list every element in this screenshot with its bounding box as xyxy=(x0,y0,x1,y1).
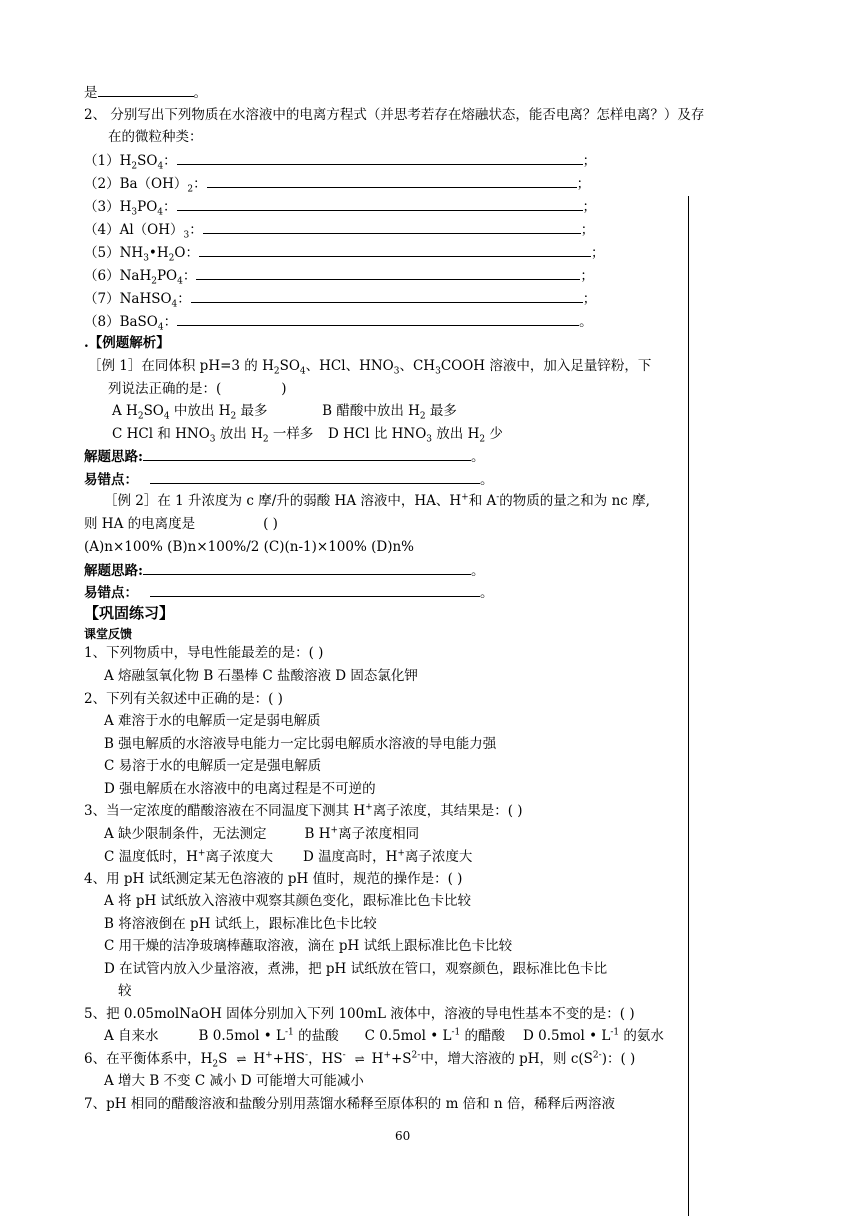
example1-options-ab: A $H_2SO_4$ 中放出 $H_2$ 最多 B 醋酸中放出 $H_2$ 最多 xyxy=(112,403,457,422)
practice-q4-option-d: D 在试管内放入少量溶液，煮沸，把 pH 试纸放在管口，观察颜色，跟标准比色卡比 xyxy=(104,961,608,977)
top-line: 是 。 xyxy=(84,82,207,103)
practice-q4-option-d-cont: 较 xyxy=(118,983,132,999)
example1-thinking: 解题思路: 。 xyxy=(84,446,484,467)
practice-q1-stem: 1、下列物质中，导电性能最差的是：( ) xyxy=(84,645,324,661)
practice-q4-option-a: A 将 pH 试纸放入溶液中观察其颜色变化，跟标准比色卡比较 xyxy=(104,893,472,909)
q2-item-5: $(5)NH_3•H_2O$： ； xyxy=(84,242,604,263)
practice-q2-stem: 2、下列有关叙述中正确的是：( ) xyxy=(84,691,283,707)
practice-heading: 【巩固练习】 xyxy=(84,604,175,622)
practice-q1-options: A 熔融氢氧化物 B 石墨棒 C 盐酸溶液 D 固态氯化钾 xyxy=(104,668,418,684)
practice-q6-options: A 增大 B 不变 C 减小 D 可能增大可能减小 xyxy=(104,1073,364,1089)
q2-item-4: $(4)Al(OH)_3$： ； xyxy=(84,219,594,240)
practice-q5-options: A 自来水 B 0.5mol • $L^{-1}$ 的盐酸 C 0.5mol • $L^{-1}$ 的醋酸 D 0.5mol • $L^{-1}$ 的氨水 xyxy=(104,1027,664,1044)
example2-line2: 则 HA 的电离度是 ( ) xyxy=(84,516,278,532)
q2-line1: 2、 分别写出下列物质在水溶液中的电离方程式（并思考若存在熔融状态，能否电离？怎样电离？）及存 xyxy=(84,107,705,123)
practice-q4-option-c: C 用干燥的洁净玻璃棒蘸取溶液，滴在 pH 试纸上跟标准比色卡比较 xyxy=(104,938,513,954)
practice-q3-stem: 3、当一定浓度的醋酸溶液在不同温度下测其 H+离子浓度，其结果是：( ) xyxy=(84,802,523,819)
q2-item-2: $(2)Ba(OH)_2$： ； xyxy=(84,173,590,194)
practice-q2-option-b: B 强电解质的水溶液导电能力一定比弱电解质水溶液的导电能力强 xyxy=(104,736,497,752)
example1-options-cd: C HCl 和 $HNO_3$ 放出 $H_2$ 一样多 D HCl 比 $HNO_3$ 放出 $H_2$ 少 xyxy=(112,426,503,445)
equilibrium-arrow-icon: ⇌ xyxy=(236,1052,245,1066)
example2-options: (A)n×100% (B)n×100%/2 (C)(n-1)×100% (D)n% xyxy=(84,539,414,555)
practice-q4-stem: 4、用 pH 试纸测定某无色溶液的 pH 值时，规范的操作是：( ) xyxy=(84,871,463,887)
practice-q5-stem: 5、把 0.05molNaOH 固体分别加入下列 100mL 液体中，溶液的导电性基本不变的是：( ) xyxy=(84,1006,635,1022)
q2-item-3: $(3)H_3PO_4$： ； xyxy=(84,196,596,217)
example2-thinking: 解题思路: 。 xyxy=(84,560,484,581)
practice-q6-stem: 6、在平衡体系中，$H_2S$ ⇌ H++HS-，HS- ⇌ $H^++S^{2-}$中，增大溶液的 pH，则 $c(S^{2-})$：( ) xyxy=(84,1050,636,1070)
example1-line2: 列说法正确的是：( ) xyxy=(108,381,287,397)
practice-q3-options-ab: A 缺少限制条件，无法测定 B H+离子浓度相同 xyxy=(104,825,420,842)
example2-mistake: 易错点： 。 xyxy=(84,582,494,603)
margin-rule xyxy=(688,196,689,1216)
q2-item-7: （7）NaHSO$_4$： ； xyxy=(84,288,596,309)
example1-mistake: 易错点： 。 xyxy=(84,469,494,490)
q2-item-8: （8）BaSO$_4$： 。 xyxy=(84,311,593,332)
q2-line2: 在的微粒种类： xyxy=(108,129,203,145)
q2-item-1: $(1)H_2SO_4$： ； xyxy=(84,150,596,171)
page-number: 60 xyxy=(395,1129,411,1143)
practice-q2-option-a: A 难溶于水的电解质一定是弱电解质 xyxy=(104,713,321,729)
examples-heading: .【例题解析】 xyxy=(84,335,170,351)
practice-q3-options-cd: C 温度低时，H+离子浓度大 D 温度高时，H+离子浓度大 xyxy=(104,848,473,865)
example2-line1: ［例 2］在 1 升浓度为 c 摩/升的弱酸 HA 溶液中，HA、H+和 A-的物质的量之和为 nc 摩, xyxy=(104,492,650,509)
q2-item-6: $(6)NaH_2PO_4$： ； xyxy=(84,265,594,286)
practice-q4-option-b: B 将溶液倒在 pH 试纸上，跟标准比色卡比较 xyxy=(104,916,377,932)
practice-q2-option-c: C 易溶于水的电解质一定是强电解质 xyxy=(104,758,322,774)
example1-line1: ［例 1］在同体积 pH=3 的 $H_2SO_4$、HCl、$HNO_3$、$CH_3COOH$ 溶液中，加入足量锌粉，下 xyxy=(88,358,652,377)
practice-subheading: 课堂反馈 xyxy=(84,627,133,641)
equilibrium-arrow-icon: ⇌ xyxy=(354,1052,363,1066)
practice-q2-option-d: D 强电解质在水溶液中的电离过程是不可逆的 xyxy=(104,781,376,797)
practice-q7-stem: 7、pH 相同的醋酸溶液和盐酸分别用蒸馏水稀释至原体积的 m 倍和 n 倍，稀释后两溶液 xyxy=(84,1096,615,1112)
